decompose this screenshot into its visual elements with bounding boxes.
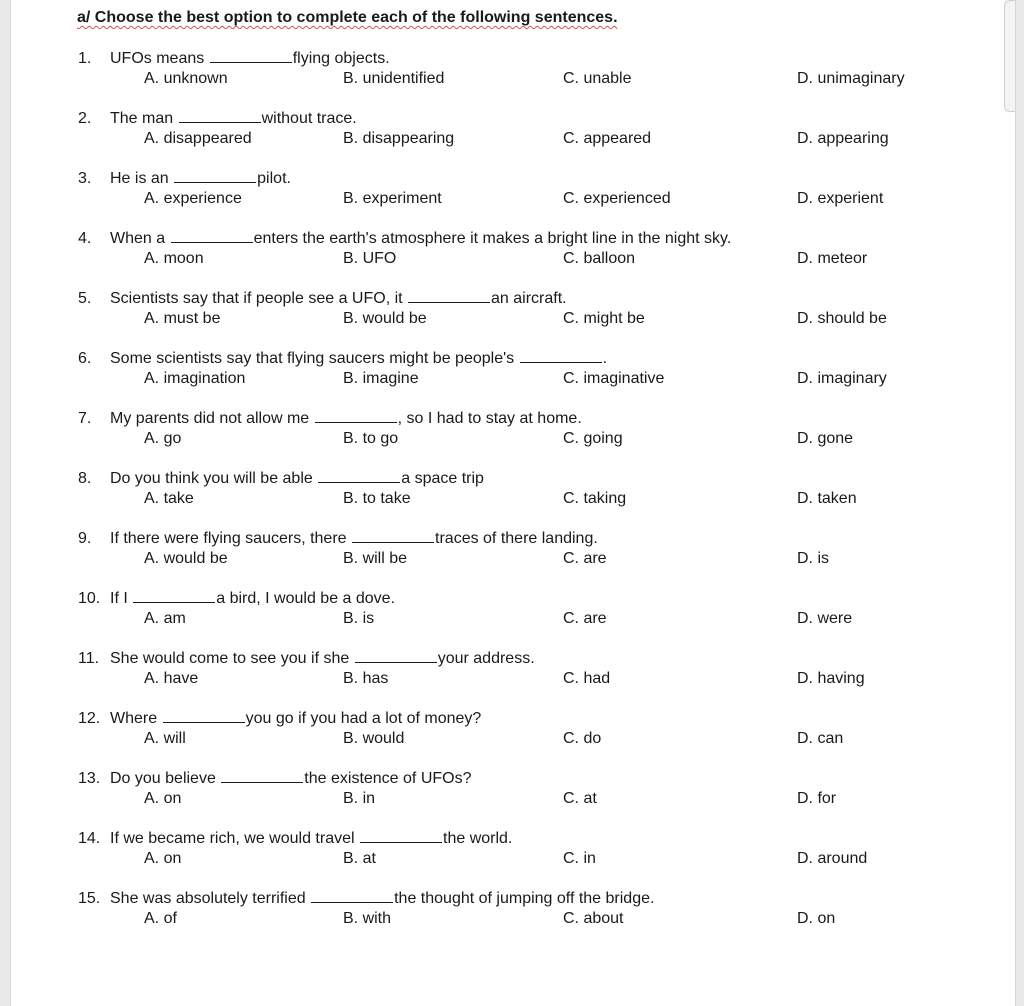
option-a[interactable]: A. experience (144, 190, 242, 207)
option-c[interactable]: C. had (563, 670, 611, 687)
question-sentence (78, 768, 471, 790)
option-c[interactable]: C. do (563, 730, 602, 747)
option-d[interactable]: D. can (797, 730, 844, 747)
question-sentence (78, 888, 654, 910)
question-number: 10. (78, 590, 101, 607)
sentence-start: Do you think you will be able (110, 470, 313, 487)
question-item (11, 888, 1015, 948)
question-number: 7. (78, 410, 92, 427)
sentence-start: He is an (110, 170, 169, 187)
question-number: 4. (78, 230, 92, 247)
option-d[interactable]: D. unimaginary (797, 70, 905, 87)
option-c[interactable]: C. about (563, 910, 624, 927)
option-a[interactable]: A. would be (144, 550, 228, 567)
sentence-end: enters the earth's atmosphere it makes a bright line in the night sky. (253, 230, 732, 247)
sentence-end: you go if you had a lot of money? (245, 710, 482, 727)
question-sentence (78, 228, 731, 250)
sentence-end: the thought of jumping off the bridge. (394, 890, 655, 907)
option-a[interactable]: A. of (144, 910, 177, 927)
question-sentence (78, 348, 607, 370)
question-sentence (78, 48, 390, 70)
question-sentence (78, 588, 395, 610)
sentence-start: If I (110, 590, 128, 607)
question-sentence (78, 828, 512, 850)
answer-blank[interactable] (179, 108, 261, 123)
option-b[interactable]: B. will be (343, 550, 408, 567)
sentence-start: My parents did not allow me (110, 410, 310, 427)
option-b[interactable]: B. with (343, 910, 392, 927)
answer-blank[interactable] (360, 828, 442, 843)
question-item (11, 408, 1015, 468)
sentence-end: , so I had to stay at home. (397, 410, 582, 427)
option-c[interactable]: C. at (563, 790, 597, 807)
answer-blank[interactable] (352, 528, 434, 543)
question-item (11, 528, 1015, 588)
answer-blank[interactable] (408, 288, 490, 303)
answer-blank[interactable] (315, 408, 397, 423)
question-item (11, 708, 1015, 768)
option-c[interactable]: C. might be (563, 310, 645, 327)
question-number: 3. (78, 170, 92, 187)
sentence-end: a bird, I would be a dove. (216, 590, 396, 607)
answer-blank[interactable] (174, 168, 256, 183)
sentence-end: flying objects. (292, 50, 390, 67)
question-number: 13. (78, 770, 101, 787)
sentence-start: Where (110, 710, 158, 727)
option-a[interactable]: A. will (144, 730, 186, 747)
option-b[interactable]: B. imagine (343, 370, 419, 387)
question-number: 5. (78, 290, 92, 307)
sentence-end: the world. (443, 830, 513, 847)
answer-blank[interactable] (311, 888, 393, 903)
sentence-start: Some scientists say that flying saucers might be people's (110, 350, 515, 367)
question-item (11, 588, 1015, 648)
option-c[interactable]: C. in (563, 850, 596, 867)
option-d[interactable]: D. meteor (797, 250, 868, 267)
option-b[interactable]: B. would (343, 730, 405, 747)
sentence-start: Do you believe (110, 770, 216, 787)
option-a[interactable]: A. have (144, 670, 199, 687)
question-number: 8. (78, 470, 92, 487)
question-sentence (78, 168, 291, 190)
question-number: 9. (78, 530, 92, 547)
option-a[interactable]: A. on (144, 850, 182, 867)
question-item (11, 228, 1015, 288)
option-a[interactable]: A. must be (144, 310, 221, 327)
sentence-end: a space trip (401, 470, 484, 487)
option-b[interactable]: B. is (343, 610, 375, 627)
question-sentence (78, 708, 481, 730)
option-a[interactable]: A. imagination (144, 370, 246, 387)
answer-blank[interactable] (210, 48, 292, 63)
sentence-start: UFOs means (110, 50, 205, 67)
option-c[interactable]: C. going (563, 430, 623, 447)
question-list (11, 48, 1015, 948)
option-d[interactable]: D. for (797, 790, 837, 807)
sentence-end: your address. (437, 650, 535, 667)
question-number: 11. (78, 650, 100, 667)
option-b[interactable]: B. in (343, 790, 376, 807)
option-d[interactable]: D. appearing (797, 130, 889, 147)
question-sentence (78, 528, 598, 550)
question-item (11, 648, 1015, 708)
option-d[interactable]: D. around (797, 850, 868, 867)
question-number: 1. (78, 50, 92, 67)
option-d[interactable]: D. taken (797, 490, 857, 507)
sentence-end: . (602, 350, 608, 367)
option-a[interactable]: A. take (144, 490, 194, 507)
option-d[interactable]: D. imaginary (797, 370, 887, 387)
option-d[interactable]: D. gone (797, 430, 854, 447)
question-sentence (78, 108, 357, 130)
option-a[interactable]: A. go (144, 430, 182, 447)
sentence-start: If we became rich, we would travel (110, 830, 355, 847)
option-d[interactable]: D. is (797, 550, 829, 567)
option-c[interactable]: C. balloon (563, 250, 636, 267)
option-c[interactable]: C. imaginative (563, 370, 665, 387)
option-a[interactable]: A. unknown (144, 70, 228, 87)
option-b[interactable]: B. to go (343, 430, 399, 447)
question-number: 2. (78, 110, 92, 127)
question-number: 14. (78, 830, 101, 847)
sentence-end: traces of there landing. (435, 530, 598, 547)
option-b[interactable]: B. at (343, 850, 376, 867)
option-c[interactable]: C. are (563, 550, 607, 567)
answer-blank[interactable] (133, 588, 215, 603)
sentence-end: the existence of UFOs? (304, 770, 472, 787)
question-item (11, 768, 1015, 828)
option-d[interactable]: D. should be (797, 310, 887, 327)
option-d[interactable]: D. experient (797, 190, 884, 207)
question-item (11, 168, 1015, 228)
question-number: 12. (78, 710, 101, 727)
question-item (11, 828, 1015, 888)
question-sentence (78, 408, 582, 430)
sentence-end: without trace. (261, 110, 357, 127)
option-c[interactable]: C. unable (563, 70, 632, 87)
sentence-start: The man (110, 110, 174, 127)
answer-blank[interactable] (355, 648, 437, 663)
option-c[interactable]: C. experienced (563, 190, 671, 207)
sentence-start: She was absolutely terrified (110, 890, 306, 907)
option-d[interactable]: D. were (797, 610, 853, 627)
document-page (10, 0, 1016, 1006)
question-number: 15. (78, 890, 101, 907)
option-c[interactable]: C. are (563, 610, 607, 627)
option-a[interactable]: A. disappeared (144, 130, 252, 147)
option-a[interactable]: A. am (144, 610, 186, 627)
question-number: 6. (78, 350, 92, 367)
sentence-start: When a (110, 230, 166, 247)
question-sentence (78, 468, 484, 490)
question-item (11, 348, 1015, 408)
option-b[interactable]: B. has (343, 670, 389, 687)
option-c[interactable]: C. appeared (563, 130, 652, 147)
answer-blank[interactable] (171, 228, 253, 243)
question-item (11, 108, 1015, 168)
sentence-end: pilot. (257, 170, 291, 187)
option-b[interactable]: B. unidentified (343, 70, 445, 87)
sentence-start: If there were flying saucers, there (110, 530, 347, 547)
answer-blank[interactable] (520, 348, 602, 363)
exercise-heading: a/ Choose the best option to complete each of the following sentences. (77, 9, 618, 26)
option-a[interactable]: A. moon (144, 250, 204, 267)
option-b[interactable]: B. disappearing (343, 130, 455, 147)
option-d[interactable]: D. on (797, 910, 836, 927)
option-c[interactable]: C. taking (563, 490, 627, 507)
question-sentence (78, 648, 535, 670)
answer-blank[interactable] (318, 468, 400, 483)
sentence-start: She would come to see you if she (110, 650, 350, 667)
option-b[interactable]: B. would be (343, 310, 427, 327)
option-b[interactable]: B. to take (343, 490, 411, 507)
option-d[interactable]: D. having (797, 670, 865, 687)
question-sentence (78, 288, 567, 310)
option-a[interactable]: A. on (144, 790, 182, 807)
question-item (11, 48, 1015, 108)
option-b[interactable]: B. UFO (343, 250, 397, 267)
sentence-start: Scientists say that if people see a UFO, it (110, 290, 403, 307)
option-b[interactable]: B. experiment (343, 190, 442, 207)
sentence-end: an aircraft. (491, 290, 567, 307)
answer-blank[interactable] (163, 708, 245, 723)
question-item (11, 288, 1015, 348)
question-item (11, 468, 1015, 528)
answer-blank[interactable] (221, 768, 303, 783)
